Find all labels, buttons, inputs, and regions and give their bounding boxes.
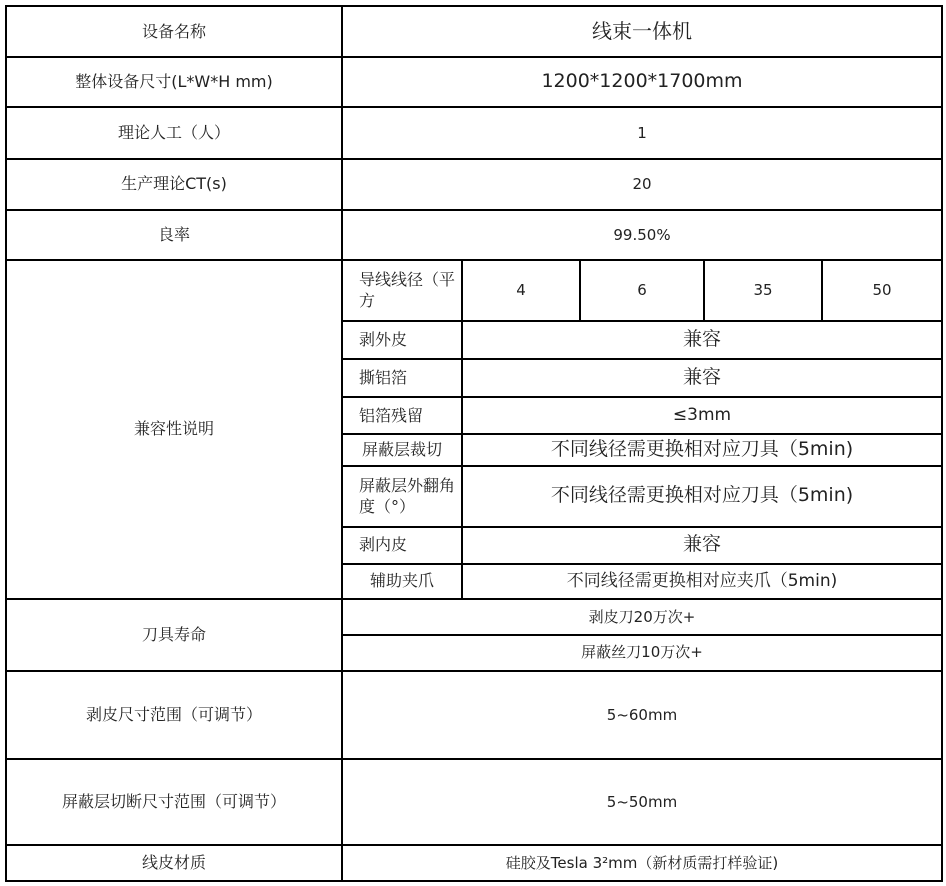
- aux-clamp-label: 辅助夹爪: [342, 564, 462, 599]
- spec-table: [5, 5, 943, 882]
- shield-flip-value: 不同线径需更换相对应刀具（5min): [462, 466, 942, 527]
- row-tool-life: [6, 599, 942, 635]
- strip-outer-label: 剥外皮: [342, 321, 462, 359]
- compat-label: 兼容性说明: [6, 260, 342, 599]
- tool-life-value: 屏蔽丝刀10万次+: [342, 635, 942, 671]
- shield-range-label: 屏蔽层切断尺寸范围（可调节）: [6, 759, 342, 845]
- strip-inner-value: 兼容: [462, 527, 942, 564]
- row-material: [6, 845, 942, 881]
- wire-gauge-value: 6: [580, 260, 704, 321]
- row-wire-gauge: [6, 260, 942, 321]
- dimensions-value: 1200*1200*1700mm: [342, 57, 942, 107]
- tear-foil-value: 兼容: [462, 359, 942, 397]
- row-cycle-time: [6, 159, 942, 210]
- strip-outer-value: 兼容: [462, 321, 942, 359]
- wire-gauge-value: 50: [822, 260, 942, 321]
- foil-residue-value: ≤3mm: [462, 397, 942, 434]
- tool-life-value: 剥皮刀20万次+: [342, 599, 942, 635]
- row-yield: [6, 210, 942, 260]
- tear-foil-label: 撕铝箔: [342, 359, 462, 397]
- strip-inner-label: 剥内皮: [342, 527, 462, 564]
- row-shield-range: [6, 759, 942, 845]
- shield-flip-label: 屏蔽层外翻角度（°）: [342, 466, 462, 527]
- row-labor: [6, 107, 942, 158]
- tool-life-label: 刀具寿命: [6, 599, 342, 671]
- labor-label: 理论人工（人）: [6, 107, 342, 158]
- wire-gauge-label: 导线线径（平方: [342, 260, 462, 321]
- dimensions-label: 整体设备尺寸(L*W*H mm): [6, 57, 342, 107]
- row-strip-range: [6, 671, 942, 759]
- strip-range-value: 5~60mm: [342, 671, 942, 759]
- row-dimensions: [6, 57, 942, 107]
- wire-gauge-value: 4: [462, 260, 580, 321]
- device-name-value: 线束一体机: [342, 6, 942, 57]
- cycle-time-value: 20: [342, 159, 942, 210]
- yield-label: 良率: [6, 210, 342, 260]
- material-label: 线皮材质: [6, 845, 342, 881]
- material-value: 硅胶及Tesla 3²mm（新材质需打样验证): [342, 845, 942, 881]
- strip-range-label: 剥皮尺寸范围（可调节）: [6, 671, 342, 759]
- labor-value: 1: [342, 107, 942, 158]
- foil-residue-label: 铝箔残留: [342, 397, 462, 434]
- yield-value: 99.50%: [342, 210, 942, 260]
- shield-cut-label: 屏蔽层裁切: [342, 434, 462, 466]
- wire-gauge-value: 35: [704, 260, 822, 321]
- shield-range-value: 5~50mm: [342, 759, 942, 845]
- shield-cut-value: 不同线径需更换相对应刀具（5min): [462, 434, 942, 466]
- row-device-name: [6, 6, 942, 57]
- aux-clamp-value: 不同线径需更换相对应夹爪（5min): [462, 564, 942, 599]
- device-name-label: 设备名称: [6, 6, 342, 57]
- cycle-time-label: 生产理论CT(s): [6, 159, 342, 210]
